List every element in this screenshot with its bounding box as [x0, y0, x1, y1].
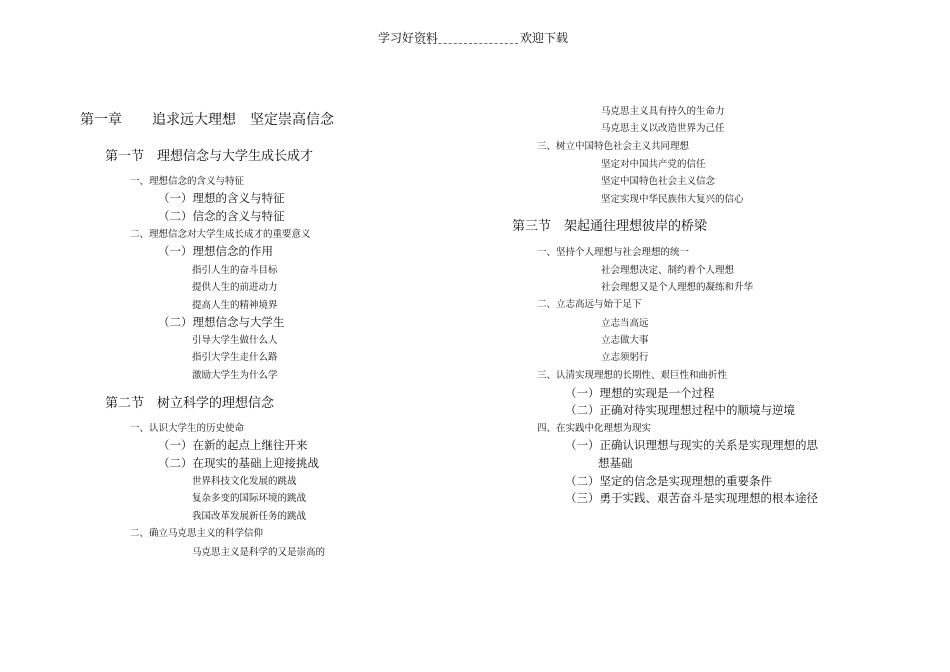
outline-item: （二）正确对待实现理想过程中的顺境与逆境 — [565, 403, 795, 417]
section-1-title: 第一节 理想信念与大学生成长成才 — [105, 149, 314, 164]
outline-item: （一）理想信念的作用 — [158, 244, 273, 258]
outline-item: 提供人生的前进动力 — [192, 282, 278, 293]
outline-item: 指引人生的奋斗目标 — [192, 265, 278, 276]
outline-item: 二、立志高远与始于足下 — [537, 299, 642, 310]
page-header — [378, 30, 578, 46]
outline-item: 一、坚持个人理想与社会理想的统一 — [537, 247, 690, 258]
outline-item: 三、树立中国特色社会主义共同理想 — [537, 141, 690, 152]
outline-item: 社会理想又是个人理想的凝练和升华 — [601, 282, 754, 293]
outline-item: 一、理想信念的含义与特征 — [130, 176, 245, 187]
outline-item: 一、认识大学生的历史使命 — [130, 423, 245, 434]
chapter-title: 追求远大理想 坚定崇高信念 — [152, 112, 334, 128]
outline-item: 马克思主义具有持久的生命力 — [601, 106, 725, 117]
outline-item: 复杂多变的国际环境的跳战 — [192, 493, 307, 504]
outline-item: 指引大学生走什么路 — [192, 352, 278, 363]
outline-item: 立志须躬行 — [601, 352, 649, 363]
header-right-text: 欢迎下载 — [520, 31, 569, 45]
section-3-title: 第三节 架起通往理想彼岸的桥梁 — [512, 219, 708, 234]
header-left-text: 学习好资料 — [378, 31, 439, 45]
outline-item: （二）信念的含义与特征 — [158, 209, 285, 223]
outline-item: 社会理想决定、制约着个人理想 — [601, 265, 735, 276]
outline-item: 坚定实现中华民族伟大复兴的信心 — [601, 194, 744, 205]
outline-item: 坚定对中国共产党的信任 — [601, 159, 706, 170]
outline-item-continuation: 想基础 — [598, 456, 633, 470]
outline-item: 四、在实践中化理想为现实 — [537, 423, 652, 434]
outline-item: （一）理想的含义与特征 — [158, 191, 285, 205]
outline-item: 马克思主义以改造世界为己任 — [601, 123, 725, 134]
outline-item: 提高人生的精神境界 — [192, 300, 278, 311]
outline-item: （二）理想信念与大学生 — [158, 315, 285, 329]
outline-item: （三）勇于实践、艰苦奋斗是实现理想的根本途径 — [565, 491, 818, 505]
outline-item: 立志做大事 — [601, 335, 649, 346]
outline-item: 二、确立马克思主义的科学信仰 — [130, 528, 264, 539]
outline-item: （二）坚定的信念是实现理想的重要条件 — [565, 474, 772, 488]
header-dashed-rule — [418, 43, 518, 44]
outline-item: 三、认清实现理想的长期性、艰巨性和曲折性 — [537, 370, 728, 381]
outline-item: 世界科技文化发展的跳战 — [192, 476, 297, 487]
outline-item: （二）在现实的基础上迎接挑战 — [158, 456, 319, 470]
section-2-title: 第二节 树立科学的理想信念 — [105, 396, 275, 411]
outline-item: 二、理想信念对大学生成长成才的重要意义 — [130, 229, 311, 240]
outline-item: 坚定中国特色社会主义信念 — [601, 176, 716, 187]
outline-item: （一）正确认识理想与现实的关系是实现理想的思 — [565, 438, 818, 452]
outline-item: （一）理想的实现是一个过程 — [565, 386, 715, 400]
outline-item: （一）在新的起点上继往开来 — [158, 438, 308, 452]
outline-item: 立志当高远 — [601, 318, 649, 329]
outline-item: 我国改革发展新任务的跳战 — [192, 511, 307, 522]
chapter-label: 第一章 — [80, 112, 122, 128]
outline-item: 激励大学生为什么学 — [192, 370, 278, 381]
outline-item: 引导大学生做什么人 — [192, 335, 278, 346]
outline-item: 马克思主义是科学的又是崇高的 — [192, 547, 326, 558]
